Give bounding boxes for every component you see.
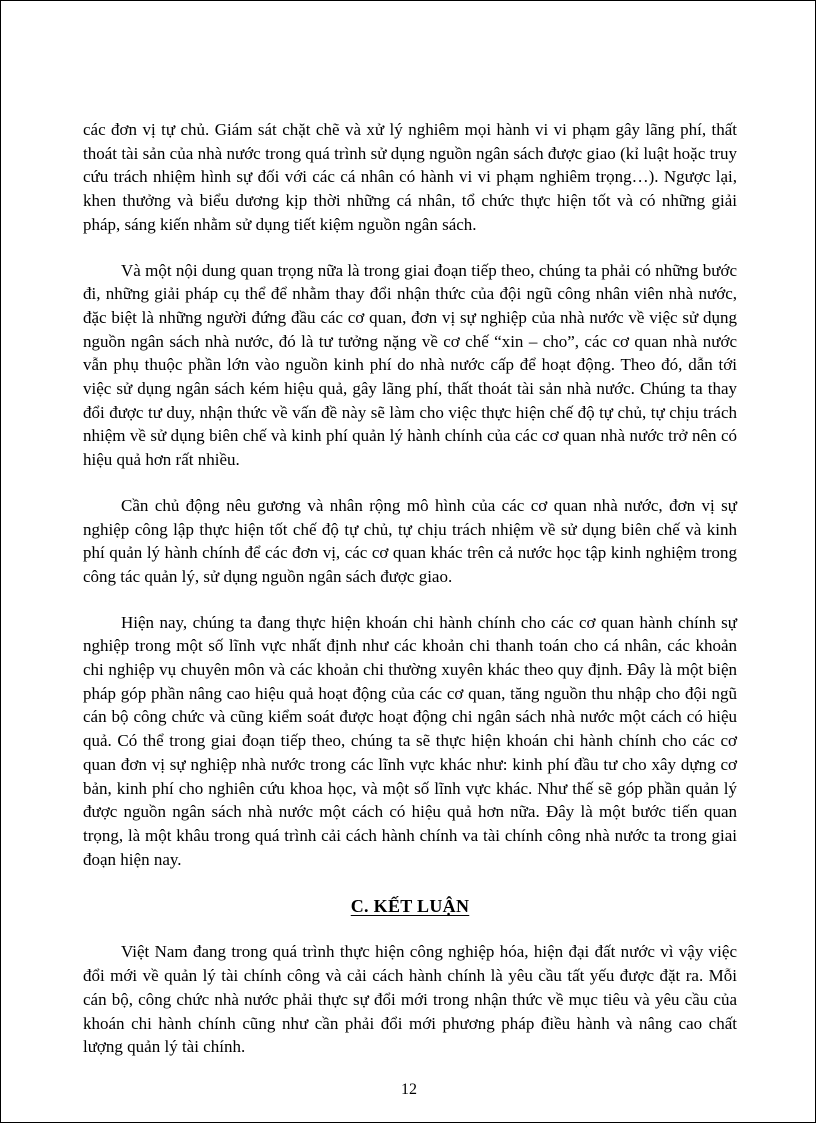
paragraph-continuation: các đơn vị tự chủ. Giám sát chặt chẽ và xử lý nghiêm mọi hành vi vi phạm gây lãng phí, thất thoát tài sản của nhà nước trong quá trình sử dụng nguồn ngân sách được giao (kỉ luật hoặc truy cứu trách nhiệm hình sự đối với các cá nhân có hành vi vi phạm nghiêm trọng…). Ngược lại, khen thưởng và biểu dương kịp thời những cá nhân, tổ chức thực hiện tốt và có những giải pháp, sáng kiến nhằm sử dụng tiết kiệm nguồn ngân sách. (83, 120, 737, 234)
paragraph-administrative-allocation: Hiện nay, chúng ta đang thực hiện khoán chi hành chính cho các cơ quan hành chính sự nghiệp trong một số lĩnh vực nhất định như các khoản chi thanh toán cho cá nhân, các khoản chi nghiệp vụ chuyên môn và các khoản chi thường xuyên khác theo quy định. Đây là một biện pháp góp phần nâng cao hiệu quả hoạt động của các cơ quan, tăng nguồn thu nhập cho đội ngũ cán bộ công chức và cũng kiểm soát được hoạt động chi ngân sách nhà nước một cách có hiệu quả. Có thể trong giai đoạn tiếp theo, chúng ta sẽ thực hiện khoán chi hành chính cho các cơ quan đơn vị sự nghiệp nhà nước trong các lĩnh vực khác như: kinh phí đầu tư cho xây dựng cơ bản, kinh phí cho nghiên cứu khoa học, và một số lĩnh vực khác. Như thế sẽ góp phần quản lý được nguồn ngân sách nhà nước một cách có hiệu quả hơn nữa. Đây là một bước tiến quan trọng, là một khâu trong quá trình cải cách hành chính va tài chính công nhà nước ta trong giai đoạn hiện nay. (83, 612, 737, 869)
paragraph-replicate-model: Cần chủ động nêu gương và nhân rộng mô hình của các cơ quan nhà nước, đơn vị sự nghiệp công lập thực hiện tốt chế độ tự chủ, tự chịu trách nhiệm về sử dụng biên chế và kinh phí quản lý hành chính để các đơn vị, các cơ quan khác trên cả nước học tập kinh nghiệm trong công tác quản lý, sử dụng nguồn ngân sách được giao. (83, 495, 737, 586)
section-heading-conclusion: C. KẾT LUẬN (350, 896, 470, 917)
paragraph-conclusion: Việt Nam đang trong quá trình thực hiện công nghiệp hóa, hiện đại đất nước vì vậy việc đổi mới về quản lý tài chính công và cải cách hành chính là yêu cầu tất yếu được đặt ra. Mỗi cán bộ, công chức nhà nước phải thực sự đổi mới trong nhận thức về mục tiêu và yêu cầu của khoán chi hành chính cũng như cần phải đổi mới phương pháp điều hành và nâng cao chất lượng quản lý tài chính. (83, 942, 737, 1057)
page-content (83, 118, 737, 1081)
paragraph-change-awareness: Và một nội dung quan trọng nữa là trong giai đoạn tiếp theo, chúng ta phải có những bước đi, những giải pháp cụ thể để nhằm thay đổi nhận thức của đội ngũ công nhân viên nhà nước, đặc biệt là những người đứng đầu các cơ quan, đơn vị sự nghiệp của nhà nước về việc sử dụng nguồn ngân sách nhà nước, đó là tư tưởng nặng về cơ chế “xin – cho”, các cơ quan nhà nước vẫn phụ thuộc phần lớn vào nguồn kinh phí do nhà nước cấp để hoạt động. Theo đó, dẫn tới việc sử dụng ngân sách kém hiệu quả, gây lãng phí, thất thoát tài sản nhà nước. Chúng ta thay đổi được tư duy, nhận thức về vấn đề này sẽ làm cho việc thực hiện chế độ tự chủ, tự chịu trách nhiệm về sử dụng biên chế và kinh phí quản lý hành chính của các cơ quan nhà nước trở nên có hiệu quả hơn rất nhiều. (83, 260, 737, 470)
page-number: 12 (401, 1081, 417, 1098)
